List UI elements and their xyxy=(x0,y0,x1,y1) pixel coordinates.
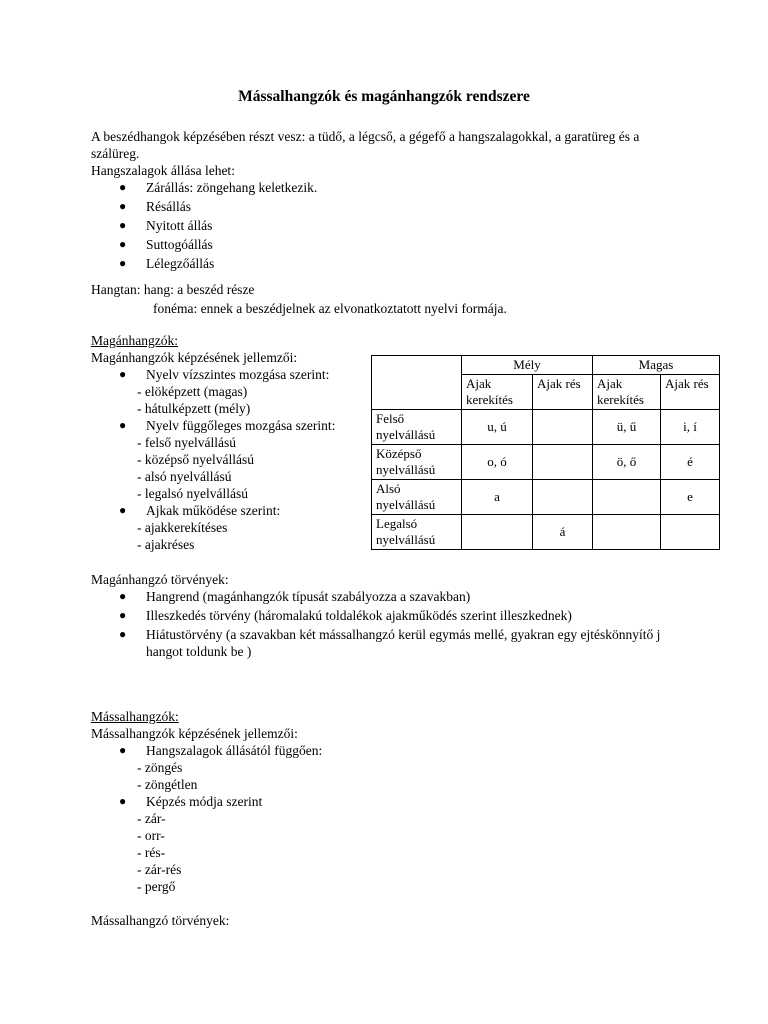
massalhangzok-subheading: Mássalhangzók képzésének jellemzői: xyxy=(91,726,298,741)
vowel-laws-heading: Magánhangzó törvények: xyxy=(91,572,229,587)
sub-item: - hátulképzett (mély) xyxy=(137,401,251,416)
bullet-icon: ● xyxy=(119,180,127,194)
table-row xyxy=(372,410,720,445)
maganhangzok-subheading: Magánhangzók képzésének jellemzői: xyxy=(91,350,298,365)
list-item: ● Nyelv vízszintes mozgása szerint: xyxy=(119,367,330,382)
fonema-line: fonéma: ennek a beszédjelnek az elvonatkoztatott nyelvi formája. xyxy=(153,301,507,316)
bullet-icon: ● xyxy=(119,199,127,213)
maganhangzok-section xyxy=(91,332,361,553)
table-row xyxy=(372,356,720,375)
sub-item: - alsó nyelvállású xyxy=(137,469,232,484)
list-item: ● Zárállás: zöngehang keletkezik. xyxy=(119,180,318,195)
sub-item: - zöngés xyxy=(137,760,183,775)
bullet-icon: ● xyxy=(119,237,127,251)
list-item: ● Suttogóállás xyxy=(119,237,213,252)
row-label: Középső nyelvállású xyxy=(372,445,462,480)
table-cell: é xyxy=(661,445,720,480)
bullet-icon: ● xyxy=(119,418,127,432)
sub-item: - zár- xyxy=(137,811,166,826)
bullet-icon: ● xyxy=(119,794,127,808)
list-item: ● Hangszalagok állásától függően: xyxy=(119,743,323,758)
list-item: ● Képzés módja szerint xyxy=(119,794,263,809)
hangtan-line: Hangtan: hang: a beszéd része xyxy=(91,282,255,297)
table-cell: á xyxy=(533,515,593,550)
sub-item: - zár-rés xyxy=(137,862,182,877)
table-cell xyxy=(533,410,593,445)
hangszalagok-heading: Hangszalagok állása lehet: xyxy=(91,163,235,178)
table-cell xyxy=(462,515,533,550)
sub-item: - felső nyelvállású xyxy=(137,435,236,450)
sub-item: - ajakkerekítéses xyxy=(137,520,228,535)
table-corner-cell xyxy=(372,356,462,410)
list-item: ● Ajkak működése szerint: xyxy=(119,503,281,518)
table-cell xyxy=(533,480,593,515)
intro-section xyxy=(91,128,651,274)
sub-item: - legalsó nyelvállású xyxy=(137,486,248,501)
table-cell: ü, ű xyxy=(593,410,661,445)
table-cell xyxy=(661,515,720,550)
intro-paragraph: A beszédhangok képzésében részt vesz: a tüdő, a légcső, a gégefő a hangszalagokkal, a garatüreg és a szálüreg. xyxy=(91,129,640,161)
list-item: ● Résállás xyxy=(119,199,191,214)
bullet-icon: ● xyxy=(119,256,127,270)
table-row xyxy=(372,480,720,515)
list-item: ● Illeszkedés törvény (háromalakú toldalékok ajakműködés szerint illeszkednek) xyxy=(119,608,572,623)
table-cell: u, ú xyxy=(462,410,533,445)
row-label: Felső nyelvállású xyxy=(372,410,462,445)
table-cell: i, í xyxy=(661,410,720,445)
vowel-laws-section xyxy=(91,571,671,660)
table-cell xyxy=(593,515,661,550)
list-item: ● Nyelv függőleges mozgása szerint: xyxy=(119,418,336,433)
sub-item: - pergő xyxy=(137,879,176,894)
list-item: ● Nyitott állás xyxy=(119,218,213,233)
maganhangzok-heading: Magánhangzók: xyxy=(91,333,178,348)
row-label: Legalsó nyelvállású xyxy=(372,515,462,550)
row-label: Alsó nyelvállású xyxy=(372,480,462,515)
table-cell: e xyxy=(661,480,720,515)
bullet-icon: ● xyxy=(119,743,127,757)
col-group-header: Mély xyxy=(462,356,593,375)
table-row xyxy=(372,515,720,550)
bullet-icon: ● xyxy=(119,218,127,232)
sub-item: - ajakréses xyxy=(137,537,195,552)
table-row xyxy=(372,445,720,480)
bullet-icon: ● xyxy=(119,608,127,622)
table-cell: ö, ő xyxy=(593,445,661,480)
bullet-icon: ● xyxy=(119,627,127,641)
hangtan-section xyxy=(91,281,651,317)
table-cell: o, ó xyxy=(462,445,533,480)
col-group-header: Magas xyxy=(593,356,720,375)
list-item: ● Lélegzőállás xyxy=(119,256,215,271)
table-cell: a xyxy=(462,480,533,515)
sub-item: - orr- xyxy=(137,828,165,843)
list-item: ● Hiátustörvény (a szavakban két mássalhangzó kerül egymás mellé, gyakran egy ejtéskönnyítő j hangot toldunk be ) xyxy=(119,627,661,659)
sub-header-cell: Ajak kerekítés xyxy=(462,375,533,410)
sub-header-cell: Ajak kerekítés xyxy=(593,375,661,410)
vowel-table xyxy=(371,355,720,550)
sub-item: - középső nyelvállású xyxy=(137,452,254,467)
bullet-icon: ● xyxy=(119,503,127,517)
massalhangzok-heading: Mássalhangzók: xyxy=(91,709,179,724)
consonant-laws-heading: Mássalhangzó törvények: xyxy=(91,913,230,928)
bullet-icon: ● xyxy=(119,367,127,381)
page-title: Mássalhangzók és magánhangzók rendszere xyxy=(238,88,530,105)
sub-header-cell: Ajak rés xyxy=(533,375,593,410)
table-cell xyxy=(533,445,593,480)
list-item: ● Hangrend (magánhangzók típusát szabályozza a szavakban) xyxy=(119,589,471,604)
massalhangzok-section xyxy=(91,708,651,929)
sub-item: - elöképzett (magas) xyxy=(137,384,248,399)
sub-item: - rés- xyxy=(137,845,166,860)
table-cell xyxy=(593,480,661,515)
sub-item: - zöngétlen xyxy=(137,777,198,792)
sub-header-cell: Ajak rés xyxy=(661,375,720,410)
bullet-icon: ● xyxy=(119,589,127,603)
